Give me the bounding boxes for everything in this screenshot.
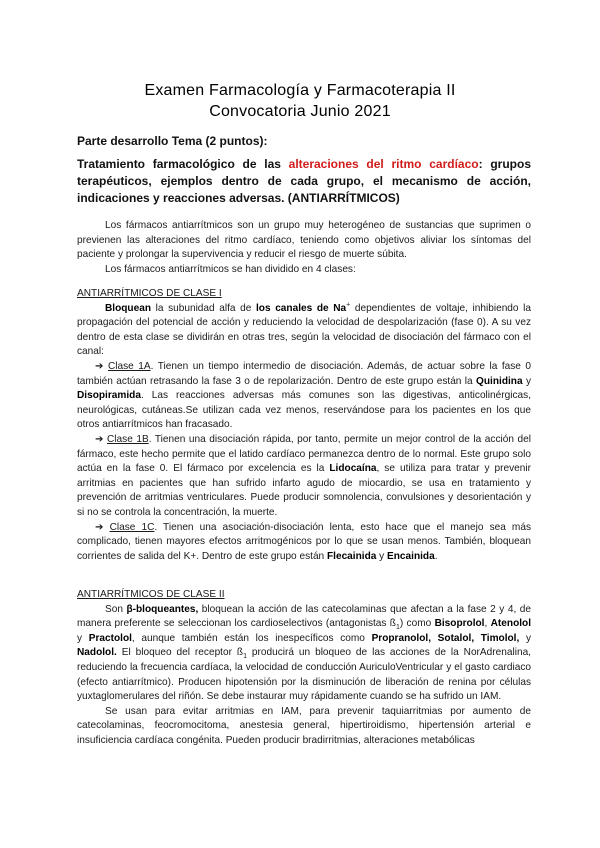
class-1c-label: Clase 1C [109, 521, 155, 533]
intro-block [77, 219, 531, 277]
class-1b-paragraph [77, 433, 531, 521]
drug-nadolol: Nadolol. [77, 647, 117, 659]
drug-bisoprolol: Bisoprolol [434, 618, 485, 630]
class-2-mid: , aunque también están los inespecíficos como [131, 632, 372, 644]
task-text-pre: Tratamiento farmacológico de las [77, 157, 289, 171]
intro-paragraph-1: Los fármacos antiarrítmicos son un grupo muy heterogéneo de sustancias que suprimen o previenen las alteraciones del ritmo cardíaco, teniendo como objetivos aliviar los síntomas del paciente y prolongar la supervivencia y reducir el riesgo de muerte súbita. [77, 220, 531, 261]
class-1-lead-channel: los canales de Na [256, 302, 347, 314]
task-text-post: : grupos terapéuticos, ejemplos dentro de cada grupo, el mecanismo de acción, indicaciones y reacciones adversas. [77, 157, 531, 205]
class-2-beta-blockers: β-bloqueantes, [126, 603, 199, 615]
class-2-s1-rest2: ) como [399, 618, 435, 630]
class-2-and-1: y [77, 632, 89, 644]
class-2-paragraph-2: Se usan para evitar arritmias en IAM, para prevenir taquiarritmias por aumento de catecolaminas, feocromocitoma, anestesia general, hipertiroidismo, hipertensión arterial e insuficiencia cardíaca congénita. Pueden producir bradirritmias, alteraciones metabólicas [77, 705, 531, 746]
class-1a-and: y [522, 375, 531, 387]
class-2-block [77, 588, 531, 749]
drug-flecainida: Flecainida [326, 550, 377, 562]
class-2-s1-rest: bloquean la acción de las catecolaminas que afectan a la fase 2 y 4, de manera preferente se seleccionan los cardioselectivos (antagonistas ß [77, 603, 532, 630]
drug-atenolol: Atenolol [490, 618, 532, 630]
class-2-s2: El bloqueo del receptor ß [116, 647, 244, 659]
class-1a-label: Clase 1A [107, 360, 151, 372]
class-2-sub-2: 1 [243, 653, 247, 661]
class-2-and-2: y [519, 632, 532, 644]
class-1-lead-bold: Bloquean [105, 302, 151, 314]
task-highlight: alteraciones del ritmo cardíaco [288, 157, 479, 171]
class-1b-text-2: , se utiliza para tratar y prevenir arritmias en pacientes que han sufrido infarto agudo de miocardio, se usa en tratamiento y prevención de arritmias ventriculares. Puede producir somnolencia, convulsiones y desorientación y si no se controla la concentración, la muerte. [77, 463, 531, 518]
class-1-intro [77, 302, 531, 360]
class-1-block [77, 287, 531, 564]
section-heading: Parte desarrollo Tema (2 puntos): [77, 134, 268, 148]
drug-practolol: Practolol [88, 632, 132, 644]
drug-encainida: Encainida [387, 550, 435, 562]
intro-paragraph-2: Los fármacos antiarrítmicos se han dividido en 4 clases: [105, 263, 356, 275]
class-1c-and: y [376, 550, 388, 562]
drug-propranolol-sotalol-timolol: Propranolol, Sotalol, Timolol, [371, 632, 520, 644]
class-1-lead-sup: + [346, 301, 351, 309]
class-2-comma: , [484, 618, 491, 630]
task-statement [77, 156, 531, 207]
drug-lidocaina: Lidocaína [329, 463, 377, 475]
class-1c-text: . Tienen una asociación-disociación lenta, esto hace que el manejo sea más complicado, tienen mayores efectos arritmogénicos por lo que se usan menos. También, bloquean corrientes de salida del K+. Dentro de este grupo están [77, 521, 531, 562]
class-1-lead-mid: la subunidad alfa de [150, 302, 256, 314]
class-1c-end: . [434, 550, 438, 562]
exam-session: Convocatoria Junio 2021 [209, 103, 391, 120]
exam-title: Examen Farmacología y Farmacoterapia II [144, 82, 456, 99]
drug-disopiramida: Disopiramida [77, 390, 141, 402]
class-1-heading: ANTIARRÍTMICOS DE CLASE I [77, 288, 222, 299]
class-2-heading: ANTIARRÍTMICOS DE CLASE II [77, 589, 225, 600]
class-1b-label: Clase 1B [107, 433, 149, 445]
class-2-s2-rest: producirá un bloqueo de las acciones de la NorAdrenalina, reduciendo la frecuencia cardíaca, la velocidad de conducción AuriculoVentricular y el gasto cardiaco (efecto antiarrítmico). Producen hipotensión por la disminución de liberación de renina por células yuxtaglomerulares del riñón. Se debe instaurar muy rápidamente cuando se ha sufrido un IAM. [77, 647, 531, 703]
class-2-paragraph-1 [77, 603, 531, 705]
arrow-icon: ➔ [95, 521, 104, 533]
arrow-icon: ➔ [95, 360, 104, 372]
class-2-s1: Son [105, 603, 127, 615]
class-1c-paragraph [77, 521, 531, 565]
arrow-icon: ➔ [95, 433, 104, 445]
task-tag: (ANTIARRÍTMICOS) [287, 191, 400, 205]
class-1a-text-2: . Las reacciones adversas más comunes son las digestivas, anticolinérgicas, neurológicas, cutáneas.Se utilizan cada vez menos, reservándose para los pacientes en los que otros antiarrítmicos han fracasado. [77, 390, 531, 431]
class-1b-text: . Tienen una disociación rápida, por tanto, permite un mejor control de la acción del fármaco, este hecho permite que el latido cardíaco permanezca dentro de lo normal. Este grupo solo actúa en la fase 0. El fármaco por excelencia es la [77, 433, 531, 475]
class-1a-text: . Tienen un tiempo intermedio de disociación. Además, de actuar sobre la fase 0 también actúan retrasando la fase 3 o de repolarización. Dentro de este grupo están la [77, 360, 531, 387]
class-2-sub-1: 1 [395, 624, 400, 632]
class-1a-paragraph [77, 360, 531, 433]
class-1-lead-rest: dependientes de voltaje, inhibiendo la propagación del potencial de acción y reduciendo la velocidad de despolarización (fase 0). A su vez dentro de esta clase se dividirán en otras tres, según la velocidad de disociación del fármaco con el canal: [77, 302, 531, 358]
drug-quinidina: Quinidina [476, 375, 523, 387]
